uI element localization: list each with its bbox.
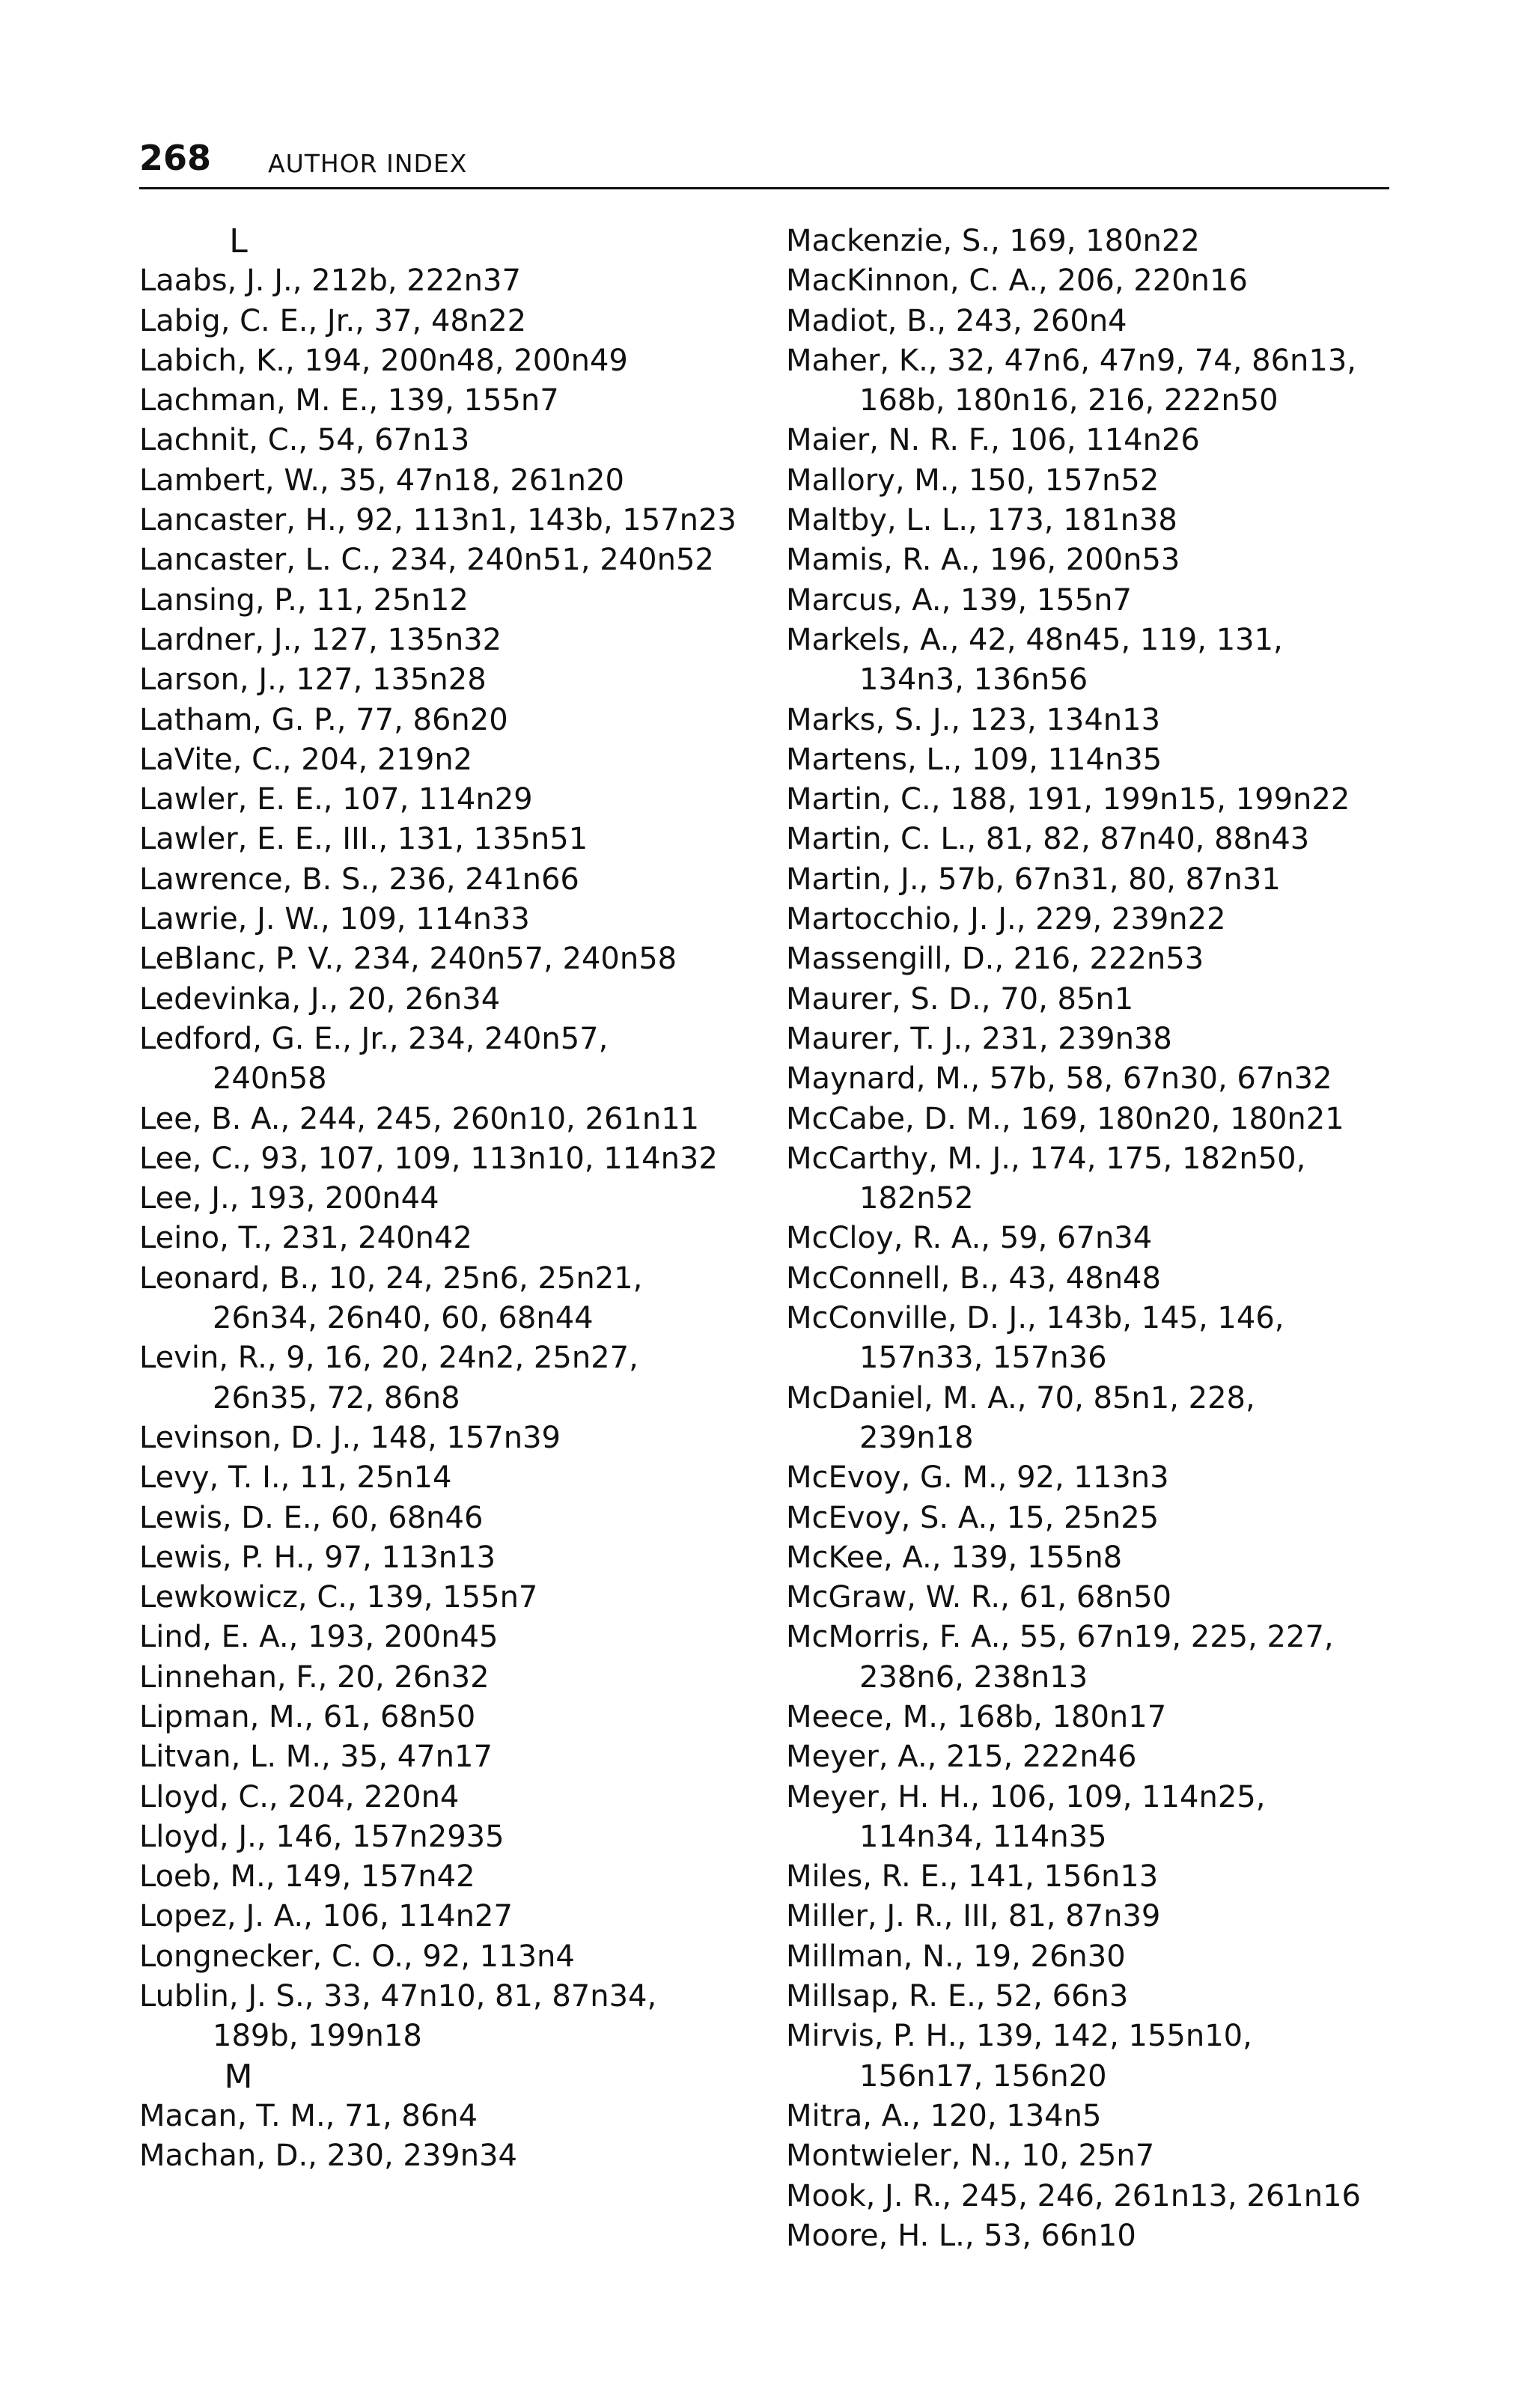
index-entry: Martens, L., 109, 114n35 [786,742,1162,777]
index-entry: Maher, K., 32, 47n6, 47n9, 74, 86n13, [786,343,1357,378]
index-entry: Leonard, B., 10, 24, 25n6, 25n21, [139,1261,643,1296]
index-entry: Millsap, R. E., 52, 66n3 [786,1979,1129,2014]
index-entry: McCarthy, M. J., 174, 175, 182n50, [786,1141,1306,1176]
index-entry: Levy, T. I., 11, 25n14 [139,1460,452,1496]
index-entry: Machan, D., 230, 239n34 [139,2139,517,2174]
index-entry: Martin, C., 188, 191, 199n15, 199n22 [786,782,1350,817]
index-entry: Mallory, M., 150, 157n52 [786,463,1159,498]
index-entry: Miller, J. R., III, 81, 87n39 [786,1899,1161,1934]
index-entry: Levinson, D. J., 148, 157n39 [139,1420,561,1455]
index-entry: Maier, N. R. F., 106, 114n26 [786,423,1200,458]
index-entry: McEvoy, G. M., 92, 113n3 [786,1460,1169,1496]
index-entry: Labich, K., 194, 200n48, 200n49 [139,343,628,378]
index-entry: Lansing, P., 11, 25n12 [139,582,469,618]
section-letter-heading: L [229,222,248,260]
index-entry: Martin, J., 57b, 67n31, 80, 87n31 [786,862,1281,897]
index-entry-continuation: 189b, 199n18 [213,2019,422,2054]
index-entry-continuation: 240n58 [213,1061,327,1097]
index-entry: Mackenzie, S., 169, 180n22 [786,224,1200,258]
index-entry: Mook, J. R., 245, 246, 261n13, 261n16 [786,2178,1361,2213]
index-entry: Maurer, T. J., 231, 239n38 [786,1021,1172,1056]
index-entry: Lachman, M. E., 139, 155n7 [139,383,559,418]
page-number: 268 [139,138,212,178]
index-entry: Martin, C. L., 81, 82, 87n40, 88n43 [786,822,1310,857]
index-entry: Maynard, M., 57b, 58, 67n30, 67n32 [786,1061,1332,1097]
index-entry: Meece, M., 168b, 180n17 [786,1699,1167,1734]
index-entry: McKee, A., 139, 155n8 [786,1540,1123,1575]
index-entry: Lublin, J. S., 33, 47n10, 81, 87n34, [139,1979,657,2014]
index-entry: Maltby, L. L., 173, 181n38 [786,503,1177,538]
index-entry: Laabs, J. J., 212b, 222n37 [139,263,521,299]
index-entry: McEvoy, S. A., 15, 25n25 [786,1500,1159,1535]
index-entry: Lopez, J. A., 106, 114n27 [139,1899,513,1934]
index-entry: Levin, R., 9, 16, 20, 24n2, 25n27, [139,1341,639,1376]
index-entry: Millman, N., 19, 26n30 [786,1939,1126,1974]
index-entry: Lancaster, L. C., 234, 240n51, 240n52 [139,543,714,578]
index-entry: Lewis, D. E., 60, 68n46 [139,1500,484,1535]
index-entry: Ledford, G. E., Jr., 234, 240n57, [139,1021,609,1056]
index-entry: Madiot, B., 243, 260n4 [786,303,1127,338]
index-entry: McMorris, F. A., 55, 67n19, 225, 227, [786,1620,1334,1655]
index-entry-continuation: 114n34, 114n35 [859,1819,1107,1854]
index-entry: Mamis, R. A., 196, 200n53 [786,543,1180,578]
index-entry: Marks, S. J., 123, 134n13 [786,702,1161,737]
index-entry-continuation: 134n3, 136n56 [859,662,1088,698]
index-entry: Mitra, A., 120, 134n5 [786,2098,1102,2133]
index-entry: Lloyd, J., 146, 157n2935 [139,1819,505,1854]
index-entry: Lee, J., 193, 200n44 [139,1181,439,1216]
index-entry: McCloy, R. A., 59, 67n34 [786,1221,1153,1256]
index-entry: Lloyd, C., 204, 220n4 [139,1779,460,1814]
index-entry: Labig, C. E., Jr., 37, 48n22 [139,303,527,338]
index-entry: Moore, H. L., 53, 66n10 [786,2218,1136,2253]
index-entry: Lee, C., 93, 107, 109, 113n10, 114n32 [139,1141,718,1176]
index-entry: Longnecker, C. O., 92, 113n4 [139,1939,575,1974]
index-entry: Lawrie, J. W., 109, 114n33 [139,902,530,937]
index-entry: Latham, G. P., 77, 86n20 [139,702,508,737]
index-entry: Marcus, A., 139, 155n7 [786,582,1132,618]
index-entry-continuation: 239n18 [859,1420,974,1455]
index-entry: Macan, T. M., 71, 86n4 [139,2098,478,2133]
index-entry: Markels, A., 42, 48n45, 119, 131, [786,622,1283,657]
index-entry: McCabe, D. M., 169, 180n20, 180n21 [786,1101,1344,1136]
index-entry: Lambert, W., 35, 47n18, 261n20 [139,463,624,498]
index-entry: McConnell, B., 43, 48n48 [786,1261,1161,1296]
index-entry-continuation: 26n34, 26n40, 60, 68n44 [213,1301,594,1336]
index-entry-continuation: 182n52 [859,1181,974,1216]
index-entry: Meyer, A., 215, 222n46 [786,1740,1137,1775]
page-header [139,132,1389,184]
index-entry: Mirvis, P. H., 139, 142, 155n10, [786,2019,1252,2054]
index-entry: MacKinnon, C. A., 206, 220n16 [786,263,1248,299]
left-column [139,222,753,2177]
index-entry: Miles, R. E., 141, 156n13 [786,1859,1159,1895]
index-entry: Larson, J., 127, 135n28 [139,662,487,698]
index-entry: Martocchio, J. J., 229, 239n22 [786,902,1226,937]
index-entry: Loeb, M., 149, 157n42 [139,1859,475,1895]
header-rule [139,187,1389,189]
index-entry: McConville, D. J., 143b, 145, 146, [786,1301,1284,1336]
index-entry: Lee, B. A., 244, 245, 260n10, 261n11 [139,1101,700,1136]
index-entry: LaVite, C., 204, 219n2 [139,742,473,777]
index-entry: Leino, T., 231, 240n42 [139,1221,472,1256]
index-entry: Lancaster, H., 92, 113n1, 143b, 157n23 [139,503,737,538]
index-entry: Maurer, S. D., 70, 85n1 [786,981,1134,1016]
right-column [786,222,1400,2256]
index-entry: McDaniel, M. A., 70, 85n1, 228, [786,1380,1255,1415]
index-entry: Lind, E. A., 193, 200n45 [139,1620,499,1655]
index-entry: Litvan, L. M., 35, 47n17 [139,1740,493,1775]
running-head: AUTHOR INDEX [268,149,468,178]
index-entry: LeBlanc, P. V., 234, 240n57, 240n58 [139,942,677,977]
index-entry: Montwieler, N., 10, 25n7 [786,2139,1155,2174]
index-entry-continuation: 156n17, 156n20 [859,2058,1107,2094]
index-entry: Lewkowicz, C., 139, 155n7 [139,1580,538,1615]
index-entry: Ledevinka, J., 20, 26n34 [139,981,501,1016]
index-entry-continuation: 168b, 180n16, 216, 222n50 [859,383,1278,418]
index-entry: McGraw, W. R., 61, 68n50 [786,1580,1171,1615]
section-letter-heading: M [224,2057,253,2096]
index-entry: Lipman, M., 61, 68n50 [139,1699,476,1734]
index-entry: Meyer, H. H., 106, 109, 114n25, [786,1779,1266,1814]
index-entry: Lawler, E. E., III., 131, 135n51 [139,822,588,857]
index-entry: Lachnit, C., 54, 67n13 [139,423,470,458]
index-entry: Lardner, J., 127, 135n32 [139,622,502,657]
index-entry-continuation: 157n33, 157n36 [859,1341,1107,1376]
index-entry: Lawrence, B. S., 236, 241n66 [139,862,579,897]
index-entry-continuation: 238n6, 238n13 [859,1659,1088,1695]
index-entry-continuation: 26n35, 72, 86n8 [213,1380,460,1415]
index-entry: Lewis, P. H., 97, 113n13 [139,1540,496,1575]
index-entry: Linnehan, F., 20, 26n32 [139,1659,490,1695]
index-entry: Massengill, D., 216, 222n53 [786,942,1204,977]
index-entry: Lawler, E. E., 107, 114n29 [139,782,533,817]
